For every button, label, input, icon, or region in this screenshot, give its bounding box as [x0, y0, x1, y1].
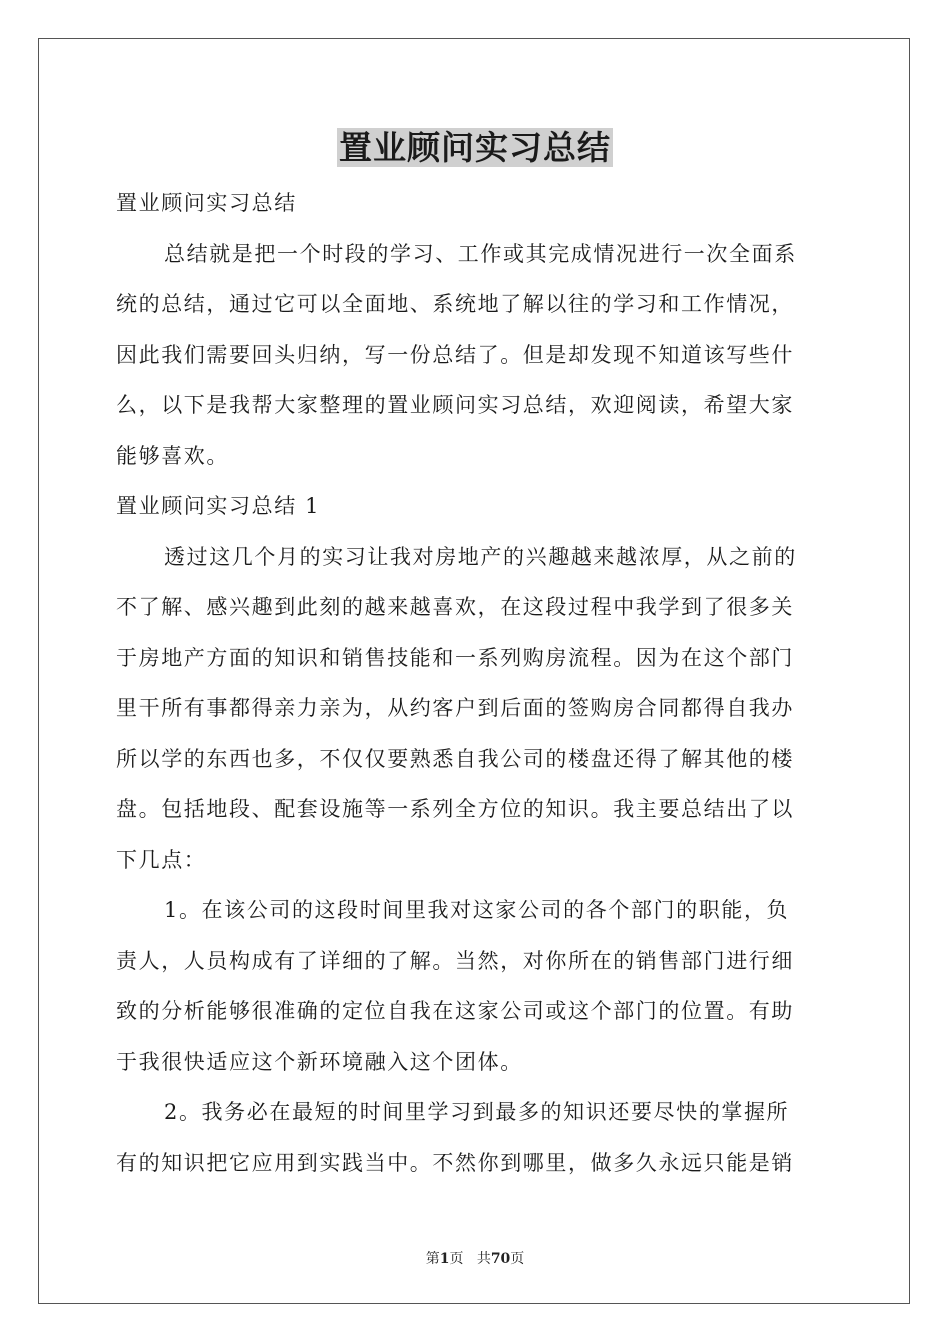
text-line: 盘。包括地段、配套设施等一系列全方位的知识。我主要总结出了以 [116, 797, 794, 821]
text-line: 透过这几个月的实习让我对房地产的兴趣越来越浓厚，从之前的 [164, 544, 797, 569]
text-line: 1。在该公司的这段时间里我对这家公司的各个部门的职能，负 [164, 898, 790, 922]
page-prefix: 第 [425, 1251, 440, 1267]
text-line: 所以学的东西也多，不仅仅要熟悉自我公司的楼盘还得了解其他的楼 [116, 746, 794, 771]
document-title-text: 置业顾问实习总结 [339, 128, 611, 167]
text-line: 致的分析能够很准确的定位自我在这家公司或这个部门的位置。有助 [116, 999, 794, 1023]
text-line: 里干所有事都得亲力亲为，从约客户到后面的签购房合同都得自我办 [116, 696, 794, 720]
text-line: 2。我务必在最短的时间里学习到最多的知识还要尽快的掌握所 [164, 1100, 790, 1124]
text-line: 责人，人员构成有了详细的了解。当然，对你所在的销售部门进行细 [116, 948, 794, 973]
text-line: 不了解、感兴趣到此刻的越来越喜欢，在这段过程中我学到了很多关 [116, 595, 794, 619]
total-prefix: 共 [476, 1251, 491, 1267]
text-line: 因此我们需要回头归纳，写一份总结了。但是却发现不知道该写些什 [116, 342, 794, 367]
text-line: 于我很快适应这个新环境融入这个团体。 [116, 1049, 523, 1074]
text-line: 能够喜欢。 [116, 443, 229, 468]
page-footer [0, 1248, 950, 1268]
text-line: 于房地产方面的知识和销售技能和一系列购房流程。因为在这个部门 [116, 645, 794, 670]
total-suffix: 页 [510, 1251, 525, 1267]
text-line: 有的知识把它应用到实践当中。不然你到哪里，做多久永远只能是销 [116, 1150, 794, 1175]
text-line: 置业顾问实习总结 1 [116, 494, 321, 518]
text-line: 下几点： [116, 847, 207, 872]
text-line: 么，以下是我帮大家整理的置业顾问实习总结，欢迎阅读，希望大家 [116, 393, 794, 417]
page-suffix: 页 [449, 1251, 464, 1267]
text-line: 统的总结，通过它可以全面地、系统地了解以往的学习和工作情况， [116, 292, 794, 316]
page-number: 1 [439, 1251, 450, 1267]
document-body [116, 178, 836, 1188]
total-pages: 70 [490, 1251, 511, 1267]
document-title [0, 126, 950, 170]
text-line: 置业顾问实习总结 [116, 191, 297, 215]
text-line: 总结就是把一个时段的学习、工作或其完成情况进行一次全面系 [164, 241, 797, 266]
